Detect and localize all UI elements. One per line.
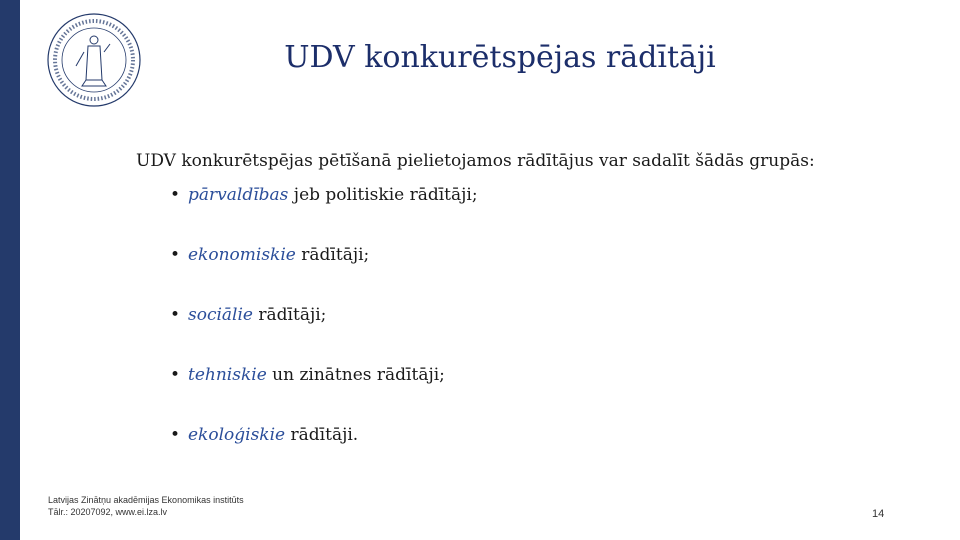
footer-contact: Tālr.: 20207092, www.ei.lza.lv: [48, 507, 168, 517]
bullet-dot: •: [170, 305, 181, 325]
institute-seal-icon: [44, 10, 144, 110]
list-item: [170, 178, 836, 212]
bullet-text: rādītāji;: [295, 245, 370, 265]
bullet-dot: •: [170, 365, 181, 385]
bullet-dot: •: [170, 245, 181, 265]
bullet-dot: •: [170, 425, 181, 445]
slide-body: [136, 144, 836, 478]
bullet-emphasis: pārvaldības: [188, 185, 289, 205]
slide-title: UDV konkurētspējas rādītāji: [284, 40, 716, 75]
bullet-text: un zinātnes rādītāji;: [266, 365, 445, 385]
intro-paragraph: UDV konkurētspējas pētīšanā pielietojamos rādītājus var sadalīt šādās grupās:: [136, 151, 815, 171]
bullet-emphasis: ekonomiskie: [188, 245, 296, 265]
list-item: [170, 238, 836, 272]
footer-note: [48, 494, 244, 518]
footer-institute-name: Latvijas Zinātņu akadēmijas Ekonomikas institūts: [48, 495, 244, 505]
list-item: [170, 298, 836, 332]
bullet-emphasis: sociālie: [188, 305, 253, 325]
bullet-dot: •: [170, 185, 181, 205]
bullet-text: rādītāji.: [285, 425, 359, 445]
list-item: [170, 418, 836, 452]
bullet-text: jeb politiskie rādītāji;: [288, 185, 478, 205]
list-item: [170, 358, 836, 392]
bullet-list: [136, 178, 836, 452]
bullet-emphasis: tehniskie: [188, 365, 267, 385]
bullet-text: rādītāji;: [253, 305, 327, 325]
page-number: 14: [872, 508, 885, 520]
side-accent-bar: [0, 0, 20, 540]
bullet-emphasis: ekoloģiskie: [188, 425, 286, 445]
